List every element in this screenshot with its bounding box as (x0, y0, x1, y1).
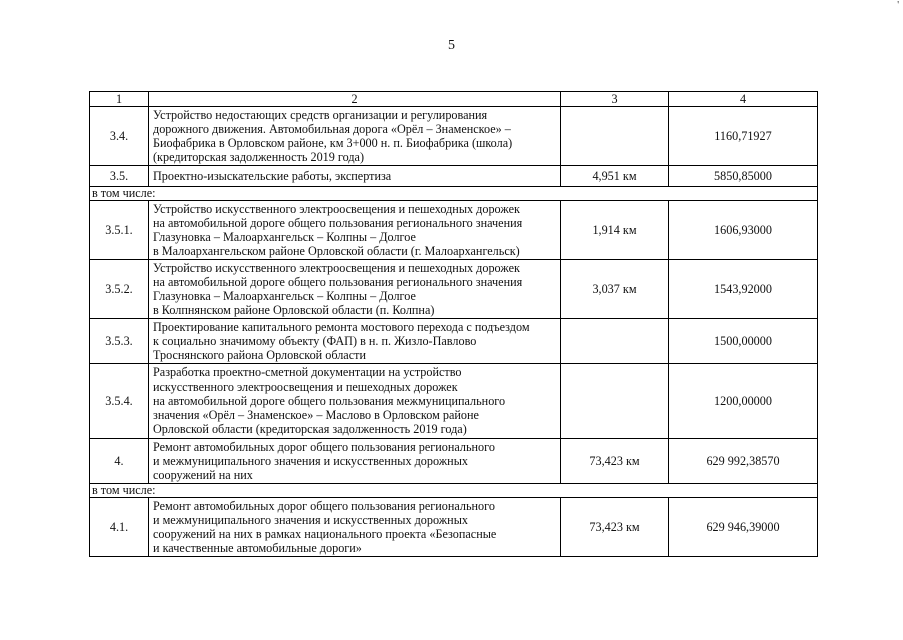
row-number: 3.5.2. (90, 260, 149, 319)
row-number: 4.1. (90, 498, 149, 557)
row-length: 3,037 км (561, 260, 669, 319)
description-line: Троснянского района Орловской области (153, 348, 366, 363)
row-description (149, 107, 561, 166)
row-number: 3.5.4. (90, 364, 149, 439)
table-row (90, 260, 818, 319)
row-description (149, 498, 561, 557)
description-line: Ремонт автомобильных дорог общего пользования регионального (153, 439, 495, 454)
table-row (90, 364, 818, 439)
description-line: Устройство искусственного электроосвещения и пешеходных дорожек (153, 260, 520, 275)
row-description (149, 319, 561, 364)
row-length (561, 364, 669, 439)
row-amount: 1543,92000 (669, 260, 818, 319)
description-line: искусственного электроосвещения и пешеходных дорожек (153, 379, 458, 394)
table-row (90, 107, 818, 166)
header-col-4: 4 (669, 92, 818, 107)
description-line: на автомобильной дороге общего пользования регионального значения (153, 274, 523, 289)
row-amount: 629 946,39000 (669, 498, 818, 557)
description-line: и межмуниципального значения и искусственных дорожных (153, 453, 468, 468)
description-line: в Малоархангельском районе Орловской области (г. Малоархангельск) (153, 244, 520, 259)
description-line: в Колпнянском районе Орловской области (п. Колпна) (153, 303, 435, 318)
description-line: Проектно-изыскательские работы, экспертиза (153, 168, 392, 183)
corner-mark: ' (897, 0, 899, 11)
description-line: Устройство недостающих средств организации и регулирования (153, 107, 488, 122)
description-line: дорожного движения. Автомобильная дорога «Орёл – Знаменское» – (153, 121, 511, 136)
row-description (149, 439, 561, 484)
row-length: 73,423 км (561, 498, 669, 557)
table-row (90, 319, 818, 364)
section-label: в том числе: (90, 484, 818, 498)
description-line: Устройство искусственного электроосвещения и пешеходных дорожек (153, 201, 520, 216)
row-amount: 1200,00000 (669, 364, 818, 439)
row-amount: 1500,00000 (669, 319, 818, 364)
description-line: и межмуниципального значения и искусственных дорожных (153, 512, 468, 527)
section-label: в том числе: (90, 187, 818, 201)
description-line: на автомобильной дороге общего пользования регионального значения (153, 215, 523, 230)
row-length: 73,423 км (561, 439, 669, 484)
description-line: Проектирование капитального ремонта мостового перехода с подъездом (153, 319, 530, 334)
description-line: Биофабрика в Орловском районе, км 3+000 н. п. Биофабрика (школа) (153, 136, 513, 150)
row-length (561, 107, 669, 166)
row-description (149, 201, 561, 260)
row-amount: 5850,85000 (669, 166, 818, 187)
description-line: Орловской области (кредиторская задолженность 2019 года) (153, 422, 467, 437)
description-line: Глазуновка – Малоархангельск – Колпны – Долгое (153, 230, 416, 244)
table-row (90, 201, 818, 260)
row-number: 3.5.3. (90, 319, 149, 364)
header-col-2: 2 (149, 92, 561, 107)
description-line: и качественные автомобильные дороги» (153, 541, 362, 556)
description-line: (кредиторская задолженность 2019 года) (153, 150, 365, 165)
description-line: значения «Орёл – Знаменское» – Маслово в Орловском районе (153, 408, 479, 423)
header-col-3: 3 (561, 92, 669, 107)
row-number: 3.5.1. (90, 201, 149, 260)
description-line: сооружений на них в рамках национального проекта «Безопасные (153, 527, 497, 541)
row-description (149, 260, 561, 319)
row-amount: 1160,71927 (669, 107, 818, 166)
table-body (90, 92, 818, 557)
row-length: 1,914 км (561, 201, 669, 260)
row-number: 3.5. (90, 166, 149, 187)
description-line: на автомобильной дороге общего пользования межмуниципального (153, 393, 506, 408)
table-row (90, 166, 818, 187)
description-line: Ремонт автомобильных дорог общего пользования регионального (153, 498, 495, 513)
row-amount: 629 992,38570 (669, 439, 818, 484)
budget-table (89, 91, 818, 557)
row-length (561, 319, 669, 364)
row-number: 3.4. (90, 107, 149, 166)
header-col-1: 1 (90, 92, 149, 107)
description-line: Глазуновка – Малоархангельск – Колпны – Долгое (153, 289, 416, 303)
table-row (90, 498, 818, 557)
section-row (90, 484, 818, 498)
row-amount: 1606,93000 (669, 201, 818, 260)
table-header-row (90, 92, 818, 107)
description-line: Разработка проектно-сметной документации на устройство (153, 365, 462, 380)
description-line: сооружений на них (153, 468, 253, 483)
description-line: к социально значимому объекту (ФАП) в н. п. Жизло-Павлово (153, 333, 477, 348)
table-row (90, 439, 818, 484)
row-description (149, 166, 561, 187)
row-number: 4. (90, 439, 149, 484)
section-row (90, 187, 818, 201)
page-number: 5 (448, 38, 455, 53)
row-description (149, 364, 561, 439)
row-length: 4,951 км (561, 166, 669, 187)
